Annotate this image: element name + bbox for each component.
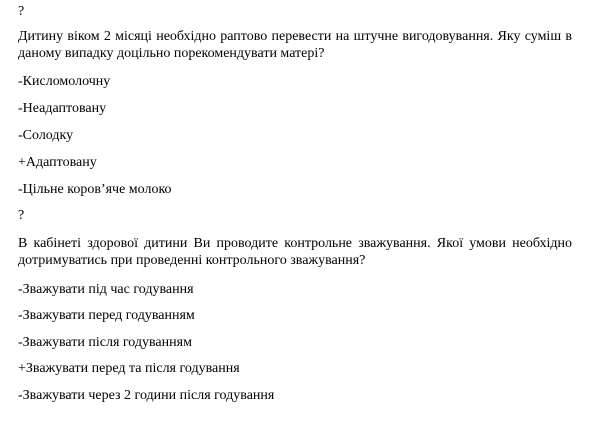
answer-option: -Неадаптовану [18, 101, 107, 116]
answer-option: -Кисломолочну [18, 74, 111, 89]
answer-option: -Зважувати під час годування [18, 282, 194, 297]
answer-option-correct: +Адаптовану [18, 155, 97, 170]
question-marker: ? [18, 208, 25, 223]
answer-option: -Солодку [18, 128, 74, 143]
answer-option: -Зважувати перед годуванням [18, 308, 195, 323]
answer-option: -Зважувати після годуванням [18, 335, 192, 350]
answer-option: -Цільне коров’яче молоко [18, 182, 172, 197]
answer-option-correct: +Зважувати перед та після годування [18, 361, 240, 376]
question-text: В кабінеті здорової дитини Ви проводите контрольне зважування. Якої умови необхідно дотримуватись при проведенні контрольного зважування? [18, 236, 572, 268]
answer-option: -Зважувати через 2 години після годування [18, 388, 275, 403]
question-text: Дитину віком 2 місяці необхідно раптово перевести на штучне вигодовування. Яку суміш в даному випадку доцільно порекомендувати матері? [18, 29, 572, 61]
question-marker: ? [18, 4, 25, 19]
